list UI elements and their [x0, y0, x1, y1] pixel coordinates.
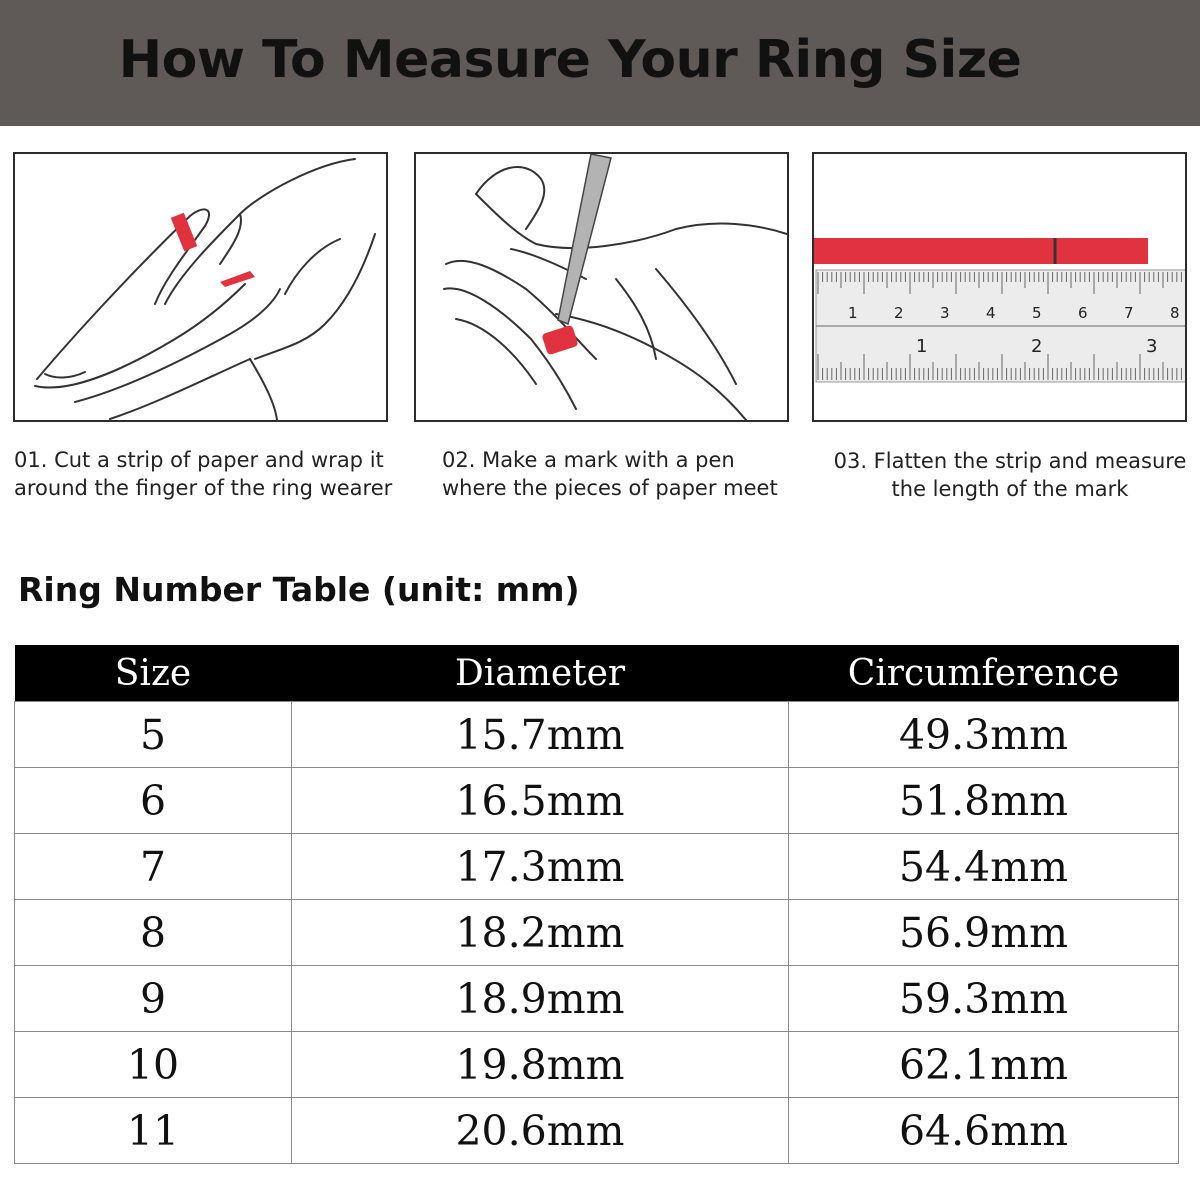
diameter-cell: 19.8mm [292, 1032, 789, 1098]
size-cell: 7 [15, 834, 292, 900]
header-banner [0, 0, 1200, 126]
ruler-cm-label: 6 [1078, 304, 1088, 322]
diameter-cell: 20.6mm [292, 1098, 789, 1164]
hand-wrap-strip-icon [15, 154, 386, 420]
circumference-cell: 56.9mm [789, 900, 1179, 966]
ruler-cm-label: 8 [1170, 304, 1180, 322]
step-2-illustration [414, 152, 789, 422]
circumference-cell: 59.3mm [789, 966, 1179, 1032]
diameter-cell: 17.3mm [292, 834, 789, 900]
size-cell: 11 [15, 1098, 292, 1164]
size-cell: 5 [15, 702, 292, 768]
flattened-strip [814, 238, 1148, 264]
header-circumference: Circumference [789, 645, 1179, 702]
table-row [15, 1032, 1179, 1098]
circumference-cell: 64.6mm [789, 1098, 1179, 1164]
table-header-row [15, 645, 1179, 702]
diameter-cell: 15.7mm [292, 702, 789, 768]
table-title: Ring Number Table (unit: mm) [18, 570, 580, 609]
circumference-cell: 49.3mm [789, 702, 1179, 768]
table-row [15, 768, 1179, 834]
ruler-cm-label: 3 [940, 304, 950, 322]
table-row [15, 966, 1179, 1032]
size-cell: 8 [15, 900, 292, 966]
ruler-cm-label: 1 [848, 304, 858, 322]
pen-mark-icon [416, 154, 787, 420]
size-cell: 9 [15, 966, 292, 1032]
ruler-inch-label: 1 [916, 336, 928, 357]
table-row [15, 1098, 1179, 1164]
size-cell: 6 [15, 768, 292, 834]
diameter-cell: 18.9mm [292, 966, 789, 1032]
ruler-icon [814, 154, 1187, 420]
ring-size-table [14, 645, 1179, 1164]
step-1-illustration [13, 152, 388, 422]
step-1-caption: 01. Cut a strip of paper and wrap it around the finger of the ring wearer [14, 448, 393, 500]
circumference-cell: 62.1mm [789, 1032, 1179, 1098]
step-3-caption: 03. Flatten the strip and measure the length of the mark [833, 449, 1187, 501]
table-row [15, 702, 1179, 768]
table-row [15, 900, 1179, 966]
size-cell: 10 [15, 1032, 292, 1098]
ruler-inch-label: 3 [1146, 336, 1158, 357]
diameter-cell: 16.5mm [292, 768, 789, 834]
step-3-illustration [812, 152, 1187, 422]
ruler-cm-label: 2 [894, 304, 904, 322]
circumference-cell: 54.4mm [789, 834, 1179, 900]
diameter-cell: 18.2mm [292, 900, 789, 966]
ruler-cm-label: 4 [986, 304, 996, 322]
circumference-cell: 51.8mm [789, 768, 1179, 834]
ruler-cm-label: 5 [1032, 304, 1042, 322]
pen-icon [558, 154, 611, 324]
paper-strip-red [541, 325, 578, 356]
table-row [15, 834, 1179, 900]
ruler-cm-label: 7 [1124, 304, 1134, 322]
header-diameter: Diameter [292, 645, 789, 702]
header-size: Size [15, 645, 292, 702]
step-2-caption: 02. Make a mark with a pen where the pieces of paper meet [442, 448, 778, 500]
page-title: How To Measure Your Ring Size [118, 30, 1022, 90]
ruler-inch-label: 2 [1031, 336, 1043, 357]
